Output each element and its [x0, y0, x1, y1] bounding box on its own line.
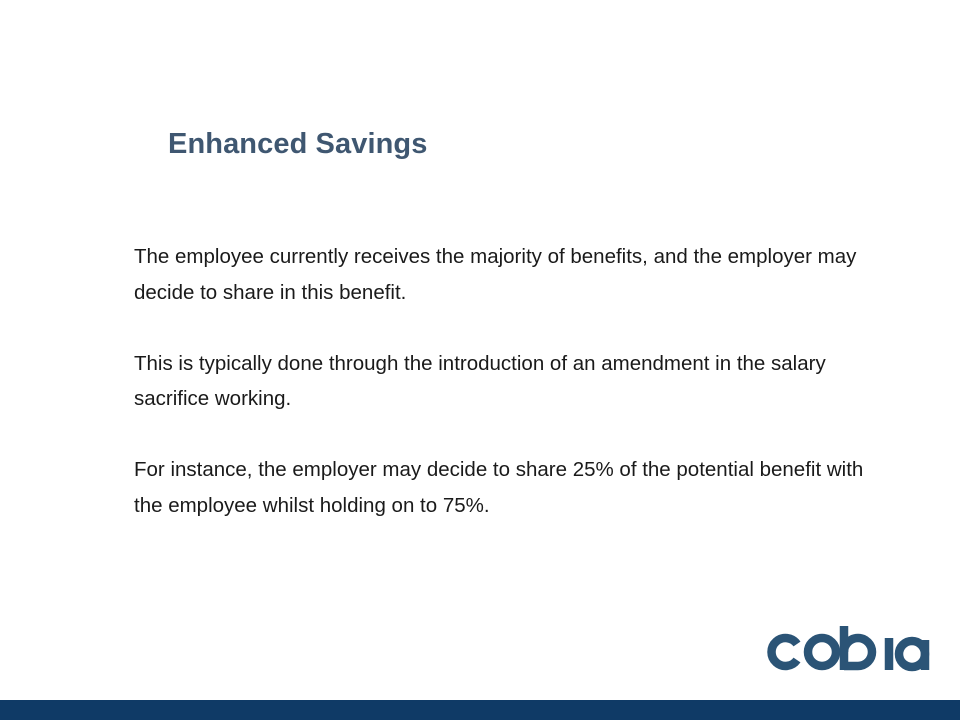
- body-paragraph: This is typically done through the introduction of an amendment in the salary sacrifice working.: [134, 351, 826, 410]
- slide-title: Enhanced Savings: [168, 128, 428, 160]
- body-paragraph: For instance, the employer may decide to share 25% of the potential benefit with the employee whilst holding on to 75%.: [134, 458, 864, 517]
- cobia-logo: [764, 624, 932, 676]
- footer-bar: [0, 700, 960, 720]
- body-paragraph: The employee currently receives the majority of benefits, and the employer may decide to share in this benefit.: [134, 245, 857, 304]
- slide-body: [134, 239, 874, 523]
